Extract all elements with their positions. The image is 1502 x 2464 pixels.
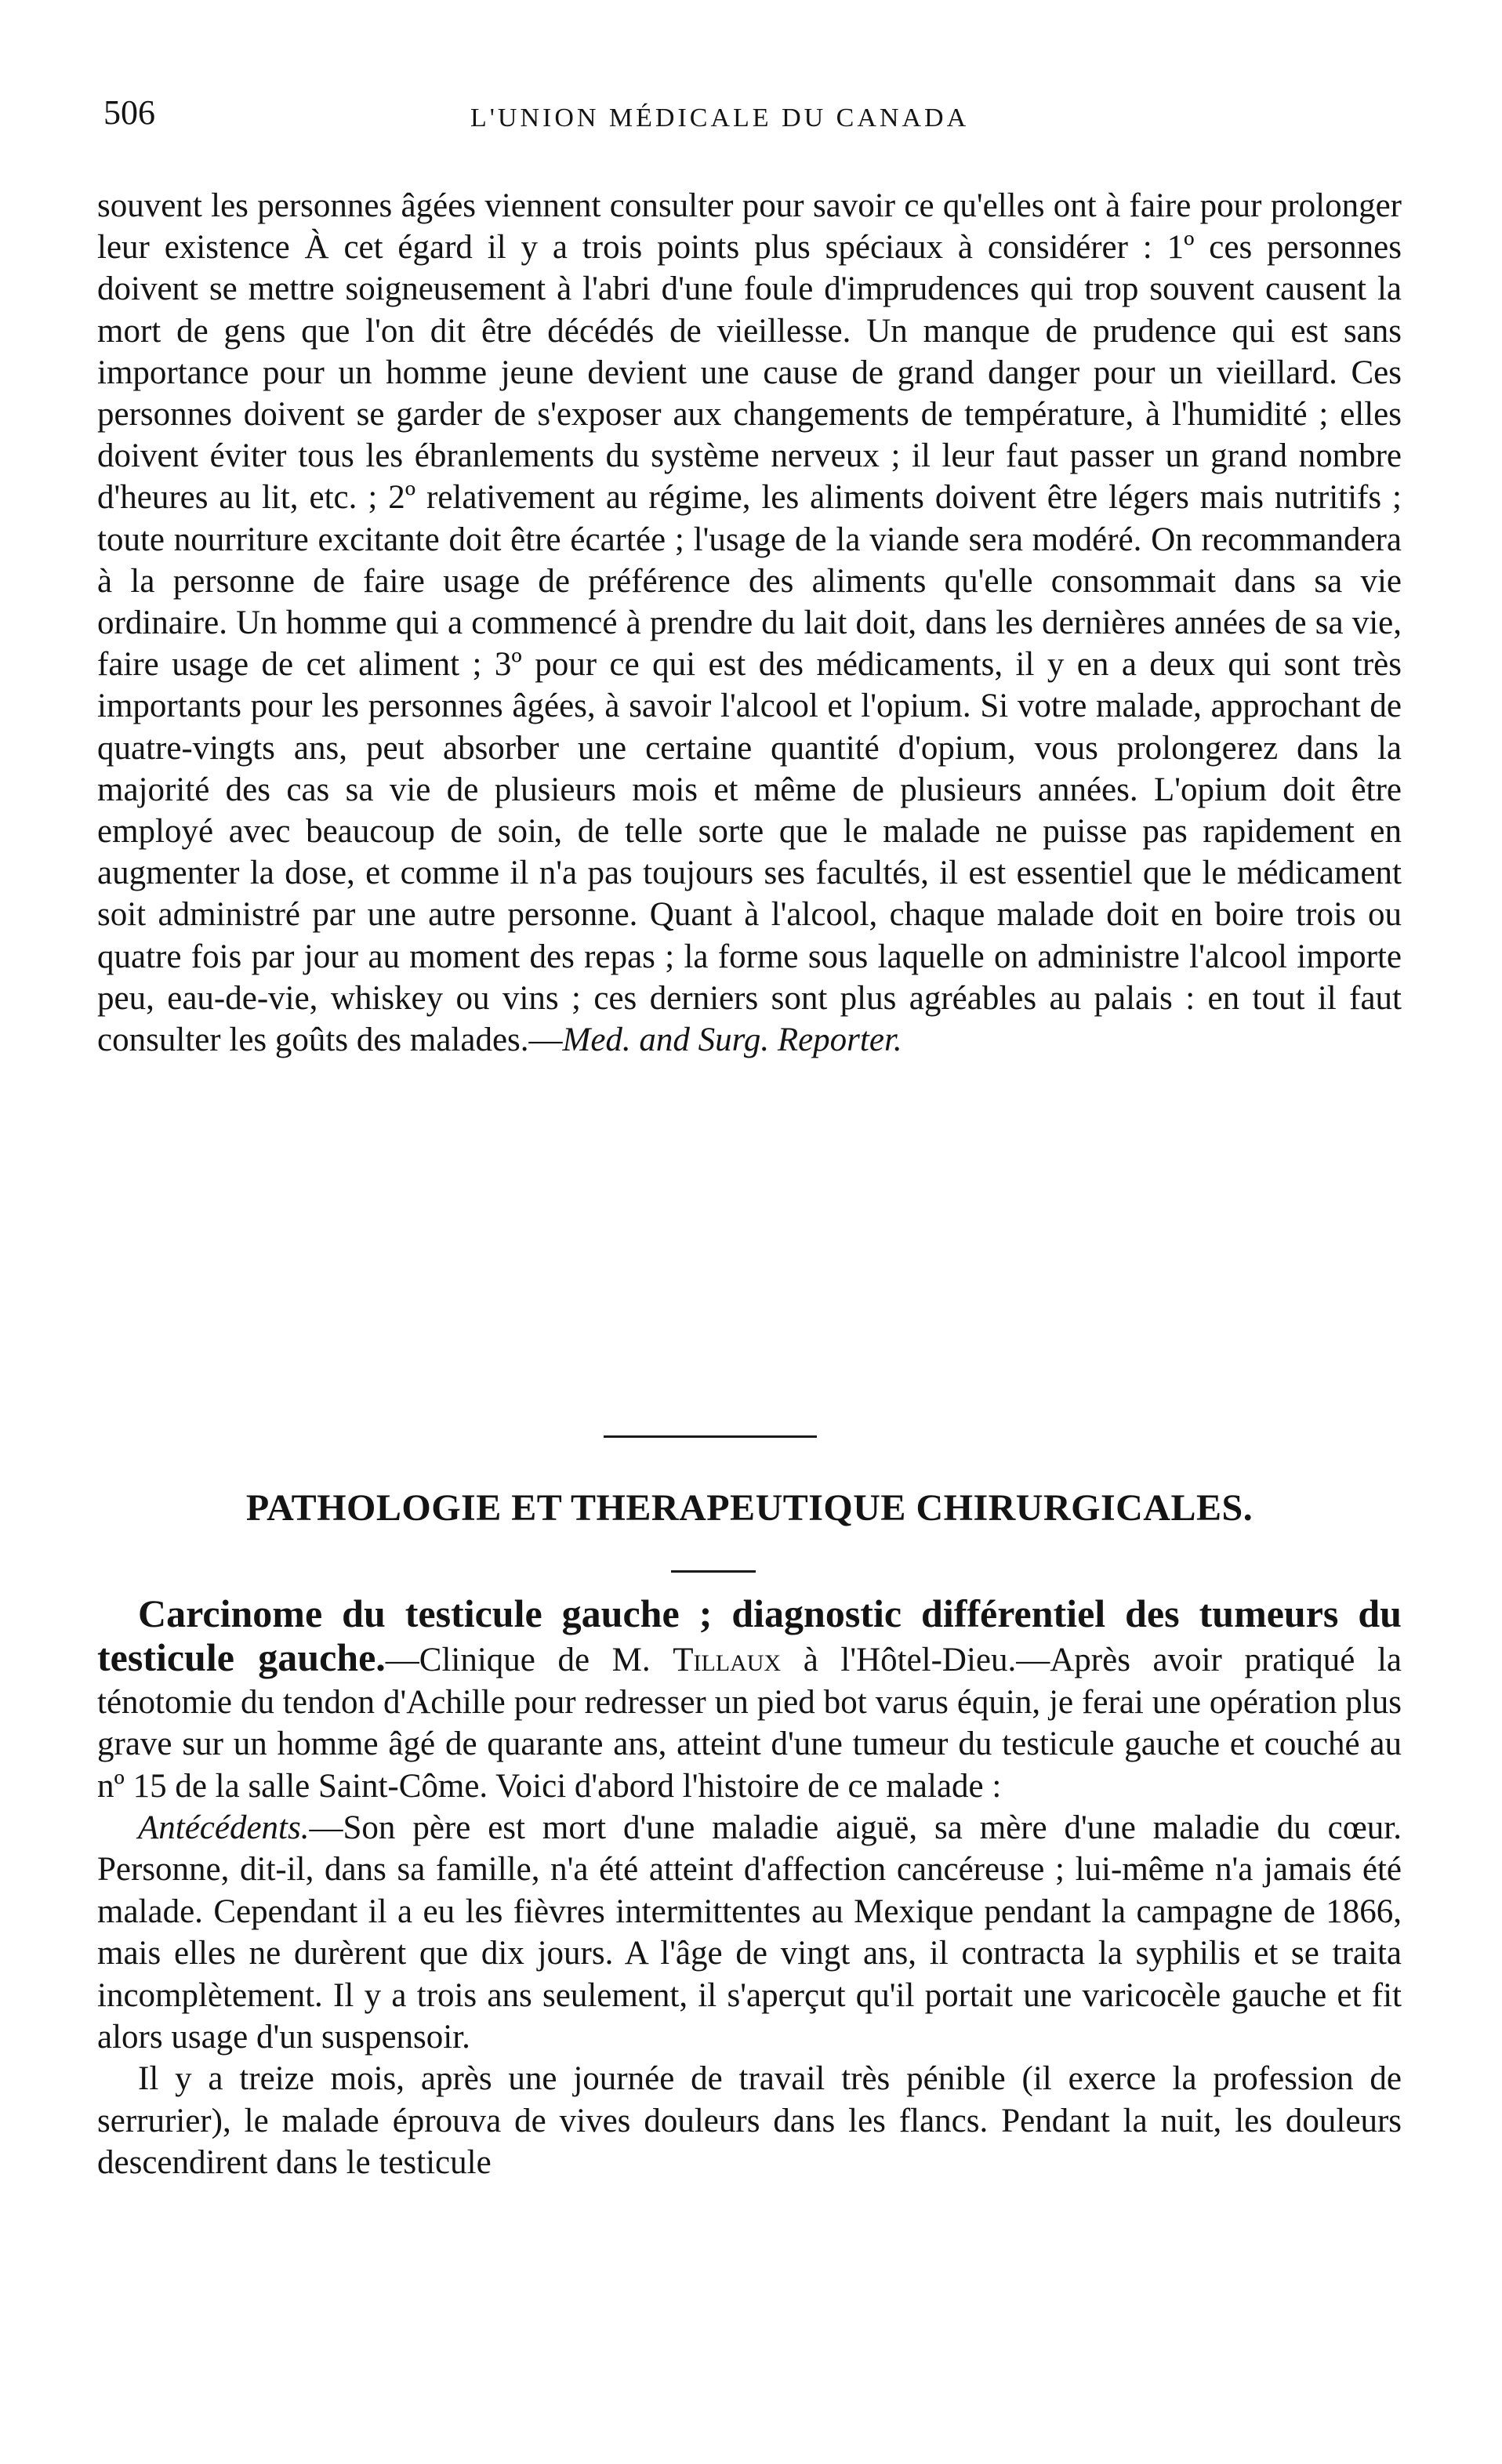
heading-divider (671, 1570, 756, 1573)
article-title: Carcinome du testicule gauche ; diagnostic différentiel des tumeurs du testicule gauche. (97, 1591, 1402, 1680)
page-number: 506 (103, 93, 155, 132)
source-citation: Med. and Surg. Reporter. (562, 1022, 902, 1059)
section-divider (604, 1435, 817, 1438)
history-paragraph: Il y a treize mois, après une journée de travail très pénible (il exerce la profession de serrurier), le malade éprouva de vives douleurs dans les flancs. Pendant la nuit, les douleurs descendirent dans le testicule (97, 2060, 1402, 2182)
running-title: L'UNION MÉDICALE DU CANADA (470, 103, 970, 132)
clinic-suffix: à l'Hôtel-Dieu. (781, 1642, 1017, 1679)
antecedents-paragraph (97, 1807, 1402, 2058)
intro-text: —Après avoir pratiqué la ténotomie du tendon d'Achille pour redresser un pied bot varus équin, je ferai une opération plus grave sur un homme âgé de quarante ans, atteint d'une tumeur du testicule gauche et couché au nº 15 de la salle Saint-Côme. Voici d'abord l'histoire de ce malade : (97, 1642, 1402, 1805)
clinic-author: Tillaux (673, 1642, 782, 1679)
clinic-prefix: —Clinique de M. (385, 1642, 673, 1679)
section-heading: PATHOLOGIE ET THERAPEUTIQUE CHIRURGICALES. (245, 1487, 1253, 1529)
paragraph (97, 185, 1402, 1061)
article-intro-paragraph (97, 1593, 1402, 1807)
article (97, 1593, 1402, 2184)
continued-article-text (97, 185, 1402, 1061)
antecedents-text: —Son père est mort d'une maladie aiguë, sa mère d'une maladie du cœur. Personne, dit-il, dans sa famille, n'a été atteint d'affection cancéreuse ; lui-même n'a jamais été malade. Cependant il a eu les fièvres intermittentes au Mexique pendant la campagne de 1866, mais elles ne durèrent que dix jours. A l'âge de vingt ans, il contracta la syphilis et se traita incomplètement. Il y a trois ans seulement, il s'aperçut qu'il portait une varicocèle gauche et fit alors usage d'un suspensoir. (97, 1809, 1402, 2056)
paragraph-text: souvent les personnes âgées viennent consulter pour savoir ce qu'elles ont à faire pour prolonger leur existence À cet égard il y a trois points plus spéciaux à considérer : 1º ces personnes doivent se mettre soigneusement à l'abri d'une foule d'imprudences qui trop souvent causent la mort de gens que l'on dit être décédés de vieillesse. Un manque de prudence qui est sans importance pour un homme jeune devient une cause de grand danger pour un vieillard. Ces personnes doivent se garder de s'exposer aux changements de température, à l'humidité ; elles doivent éviter tous les ébranlements du système nerveux ; il leur faut passer un grand nombre d'heures au lit, etc. ; 2º relativement au régime, les aliments doivent être légers mais nutritifs ; toute nourriture excitante doit être écartée ; l'usage de la viande sera modéré. On recommandera à la personne de faire usage de préférence des aliments qu'elle consommait dans sa vie ordinaire. Un homme qui a commencé à prendre du lait doit, dans les dernières années de sa vie, faire usage de cet aliment ; 3º pour ce qui est des médicaments, il y en a deux qui sont très importants pour les personnes âgées, à savoir l'alcool et l'opium. Si votre malade, approchant de quatre-vingts ans, peut absorber une certaine quantité d'opium, vous prolongerez dans la majorité des cas sa vie de plusieurs mois et même de plusieurs années. L'opium doit être employé avec beaucoup de soin, de telle sorte que le malade ne puisse pas rapidement en augmenter la dose, et comme il n'a pas toujours ses facultés, il est essentiel que le médicament soit administré par une autre personne. Quant à l'alcool, chaque malade doit en boire trois ou quatre fois par jour au moment des repas ; la forme sous laquelle on administre l'alcool importe peu, eau-de-vie, whiskey ou vins ; ces derniers sont plus agréables au palais : en tout il faut consulter les goûts des malades.— (97, 187, 1402, 1059)
antecedents-label: Antécédents. (138, 1809, 310, 1847)
